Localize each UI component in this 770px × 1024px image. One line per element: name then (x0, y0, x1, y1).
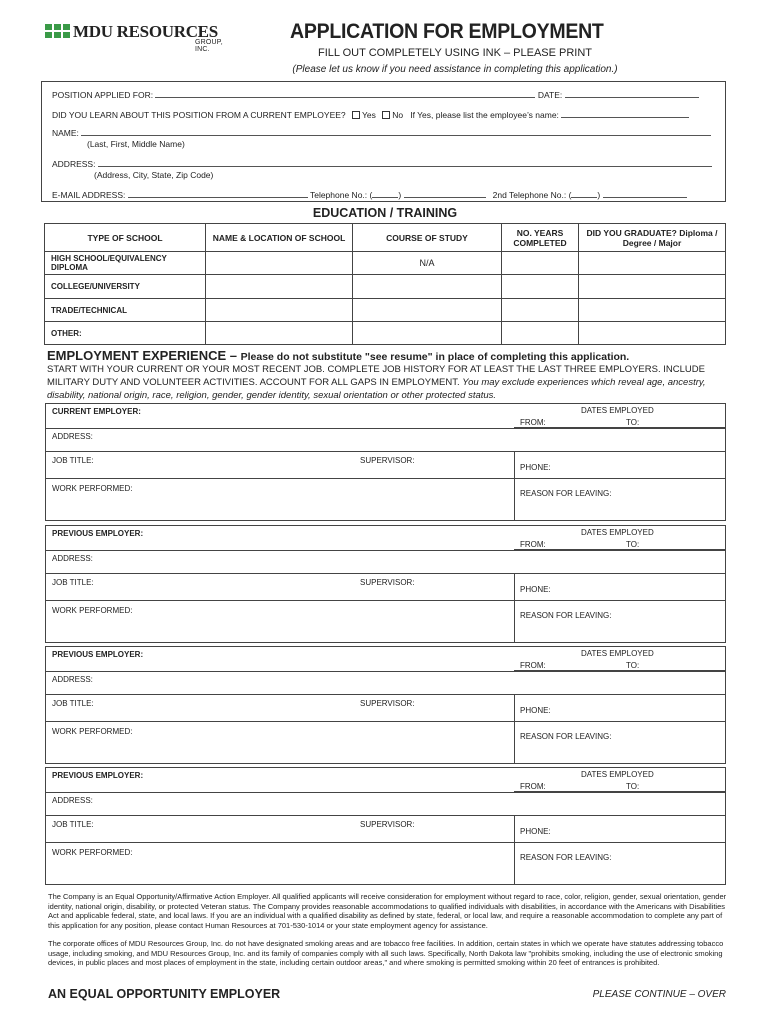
graduate-cell[interactable] (579, 299, 726, 322)
school-name-cell[interactable] (206, 252, 353, 275)
dates-employed-label: DATES EMPLOYED (581, 406, 654, 415)
address-row (46, 671, 725, 695)
course-cell[interactable] (353, 275, 502, 299)
from-label: FROM: (520, 782, 546, 791)
paren-close: ) (398, 190, 402, 200)
phone-label: PHONE: (520, 585, 551, 594)
no-label: No (392, 110, 404, 120)
address-hint: (Address, City, State, Zip Code) (94, 170, 214, 180)
logo-mark-icon (45, 24, 71, 38)
employment-heading (47, 348, 629, 363)
name-label: NAME: (52, 128, 79, 138)
employer-block (45, 525, 726, 643)
employer-row (46, 647, 725, 672)
referral-row (52, 109, 689, 120)
employer-block (45, 403, 726, 521)
to-label: TO: (626, 661, 640, 670)
telephone2-label: 2nd Telephone No.: ( (492, 190, 572, 200)
dates-employed-label: DATES EMPLOYED (581, 770, 654, 779)
address-row (52, 158, 712, 169)
work-row (46, 721, 725, 763)
smoking-statement: The corporate offices of MDU Resources Group, Inc. do not have designated smoking areas and are tobacco free facilities. In addition, certain states in which we operate have statutes addressing tobacco usage, including smoking, and MDU Resources Group, Inc. and its family of companies comply with all such laws. Specifically, North Dakota law "prohibits smoking, including the use of electronic smoking devices, in public places and most places of employment in the state, including certain outdoor areas," and where smoking is permitted smoking within 20 feet of entrances is prohibited. (48, 939, 724, 968)
row-label-other: OTHER: (45, 322, 206, 345)
no-checkbox[interactable] (382, 111, 390, 119)
divider (514, 478, 515, 520)
school-name-cell[interactable] (206, 275, 353, 299)
logo-group: GROUP, INC. (195, 39, 223, 53)
to-label: TO: (626, 540, 640, 549)
name-row (52, 127, 711, 138)
row-label-trade: TRADE/TECHNICAL (45, 299, 206, 322)
employment-heading-title: EMPLOYMENT EXPERIENCE – (47, 348, 237, 363)
equal-opportunity-footer: AN EQUAL OPPORTUNITY EMPLOYER (48, 987, 281, 1001)
employer-row (46, 404, 725, 429)
supervisor-label: SUPERVISOR: (360, 820, 415, 829)
employer-label: PREVIOUS EMPLOYER: (52, 771, 144, 780)
reason-leaving-label: REASON FOR LEAVING: (520, 611, 612, 620)
course-cell[interactable] (353, 299, 502, 322)
education-row (45, 299, 726, 322)
employee-name-label: If Yes, please list the employee’s name: (410, 110, 559, 120)
instructions-text: START WITH YOUR CURRENT OR YOUR MOST RECENT JOB. COMPLETE JOB HISTORY FOR AT LEAST THE LAST THREE EMPLOYERS. INCLUDE MILITARY DUTY AND VOLUNTEER ACTIVITIES. ACCOUNT FOR ALL GAPS IN EMPLOYMENT. (47, 364, 705, 388)
address-label: ADDRESS: (52, 432, 93, 441)
job-title-row (46, 451, 725, 479)
employer-row (46, 768, 725, 793)
address-row (46, 428, 725, 452)
work-performed-label: WORK PERFORMED: (52, 848, 133, 857)
address-label: ADDRESS: (52, 796, 93, 805)
school-name-cell[interactable] (206, 322, 353, 345)
page-title: APPLICATION FOR EMPLOYMENT (290, 20, 604, 43)
to-label: TO: (626, 418, 640, 427)
telephone-field[interactable] (404, 189, 486, 198)
address-label: ADDRESS: (52, 554, 93, 563)
personal-info-section (41, 81, 726, 202)
phone-label: PHONE: (520, 827, 551, 836)
graduate-cell[interactable] (579, 275, 726, 299)
education-row (45, 275, 726, 299)
form-subtitle: FILL OUT COMPLETELY USING INK – PLEASE PRINT (317, 47, 593, 59)
address-label: ADDRESS: (52, 675, 93, 684)
divider (514, 451, 515, 478)
supervisor-label: SUPERVISOR: (360, 699, 415, 708)
job-title-row (46, 694, 725, 722)
dates-employed-label: DATES EMPLOYED (581, 528, 654, 537)
telephone2-field[interactable] (603, 189, 687, 198)
form-note: (Please let us know if you need assistance in completing this application.) (292, 64, 618, 75)
work-performed-label: WORK PERFORMED: (52, 484, 133, 493)
employer-label: PREVIOUS EMPLOYER: (52, 650, 144, 659)
telephone2-area-field[interactable] (571, 189, 597, 198)
years-cell[interactable] (502, 299, 579, 322)
instructions-italic: You may exclude experiences which reveal age, ancestry, disability, national origin, race, religion, gender, gender identity, sexual orientation or other protected status. (47, 377, 706, 401)
col-course-of-study: COURSE OF STUDY (353, 224, 502, 252)
employee-name-field[interactable] (561, 109, 689, 118)
to-label: TO: (626, 782, 640, 791)
address-row (46, 792, 725, 816)
employer-row (46, 526, 725, 551)
years-cell[interactable] (502, 275, 579, 299)
education-row (45, 252, 726, 275)
years-cell[interactable] (502, 252, 579, 275)
education-table (44, 223, 726, 345)
job-title-label: JOB TITLE: (52, 820, 94, 829)
job-title-label: JOB TITLE: (52, 699, 94, 708)
date-label: DATE: (537, 90, 563, 100)
graduate-cell[interactable] (579, 322, 726, 345)
eeo-statement: The Company is an Equal Opportunity/Affirmative Action Employer. All qualified applicants will receive consideration for employment without regard to race, color, religion, gender, sexual orientation, gender identity, national origin, disability, or protected Veteran status. The Company provides reasonable accommodations to qualified individuals with disabilities, in accordance with the Americans with Disabilities Act and applicable federal, state, and local laws. If you are an individual with a qualified disability as defined by state, federal, or local law, and require a reasonable accommodation to complete any part of this application for any position, please contact Human Resources at 701-530-1014 or your state employment agency for assistance. (48, 892, 727, 930)
email-field[interactable] (128, 189, 308, 198)
education-header-row (45, 224, 726, 252)
paren-close: ) (597, 190, 601, 200)
col-name-location: NAME & LOCATION OF SCHOOL (206, 224, 353, 252)
course-cell[interactable] (353, 322, 502, 345)
name-hint: (Last, First, Middle Name) (87, 139, 185, 149)
education-row (45, 322, 726, 345)
supervisor-label: SUPERVISOR: (360, 456, 415, 465)
continue-note: PLEASE CONTINUE – OVER (592, 989, 726, 1000)
reason-leaving-label: REASON FOR LEAVING: (520, 489, 612, 498)
job-title-label: JOB TITLE: (52, 578, 94, 587)
employer-block (45, 646, 726, 764)
employer-block (45, 767, 726, 885)
divider (514, 842, 515, 884)
employer-label: CURRENT EMPLOYER: (52, 407, 141, 416)
name-field[interactable] (81, 127, 711, 136)
job-title-row (46, 573, 725, 601)
job-title-row (46, 815, 725, 843)
yes-checkbox[interactable] (352, 111, 360, 119)
logo-name: MDU RESOURCES (73, 22, 218, 41)
work-row (46, 600, 725, 642)
divider (514, 573, 515, 600)
position-field[interactable] (155, 89, 535, 98)
employer-label: PREVIOUS EMPLOYER: (52, 529, 144, 538)
address-field[interactable] (98, 158, 712, 167)
employment-heading-note: Please do not substitute "see resume" in place of completing this application. (240, 351, 630, 363)
row-label-high-school: HIGH SCHOOL/EQUIVALENCY DIPLOMA (45, 252, 206, 275)
col-type-of-school: TYPE OF SCHOOL (45, 224, 206, 252)
from-label: FROM: (520, 418, 546, 427)
dates-employed-label: DATES EMPLOYED (581, 649, 654, 658)
course-cell[interactable]: N/A (353, 252, 502, 275)
employment-instructions (47, 363, 727, 402)
referral-question: DID YOU LEARN ABOUT THIS POSITION FROM A CURRENT EMPLOYEE? (52, 110, 346, 120)
work-performed-label: WORK PERFORMED: (52, 606, 133, 615)
school-name-cell[interactable] (206, 299, 353, 322)
row-label-college: COLLEGE/UNIVERSITY (45, 275, 206, 299)
years-cell[interactable] (502, 322, 579, 345)
from-label: FROM: (520, 661, 546, 670)
address-label: ADDRESS: (52, 159, 96, 169)
contact-row (52, 189, 687, 200)
job-title-label: JOB TITLE: (52, 456, 94, 465)
telephone-area-field[interactable] (372, 189, 398, 198)
from-label: FROM: (520, 540, 546, 549)
phone-label: PHONE: (520, 706, 551, 715)
position-label: POSITION APPLIED FOR: (52, 90, 154, 100)
position-row (52, 89, 699, 100)
yes-label: Yes (362, 110, 376, 120)
divider (514, 600, 515, 642)
education-heading: EDUCATION / TRAINING (312, 206, 458, 220)
divider (514, 694, 515, 721)
address-row (46, 550, 725, 574)
col-years-completed: NO. YEARS COMPLETED (502, 224, 579, 252)
supervisor-label: SUPERVISOR: (360, 578, 415, 587)
work-row (46, 478, 725, 520)
reason-leaving-label: REASON FOR LEAVING: (520, 853, 612, 862)
col-graduate: DID YOU GRADUATE? Diploma / Degree / Major (579, 224, 726, 252)
divider (514, 721, 515, 763)
phone-label: PHONE: (520, 463, 551, 472)
work-performed-label: WORK PERFORMED: (52, 727, 133, 736)
reason-leaving-label: REASON FOR LEAVING: (520, 732, 612, 741)
graduate-cell[interactable] (579, 252, 726, 275)
work-row (46, 842, 725, 884)
telephone-label: Telephone No.: ( (309, 190, 373, 200)
divider (514, 815, 515, 842)
email-label: E-MAIL ADDRESS: (52, 190, 126, 200)
date-field[interactable] (565, 89, 699, 98)
